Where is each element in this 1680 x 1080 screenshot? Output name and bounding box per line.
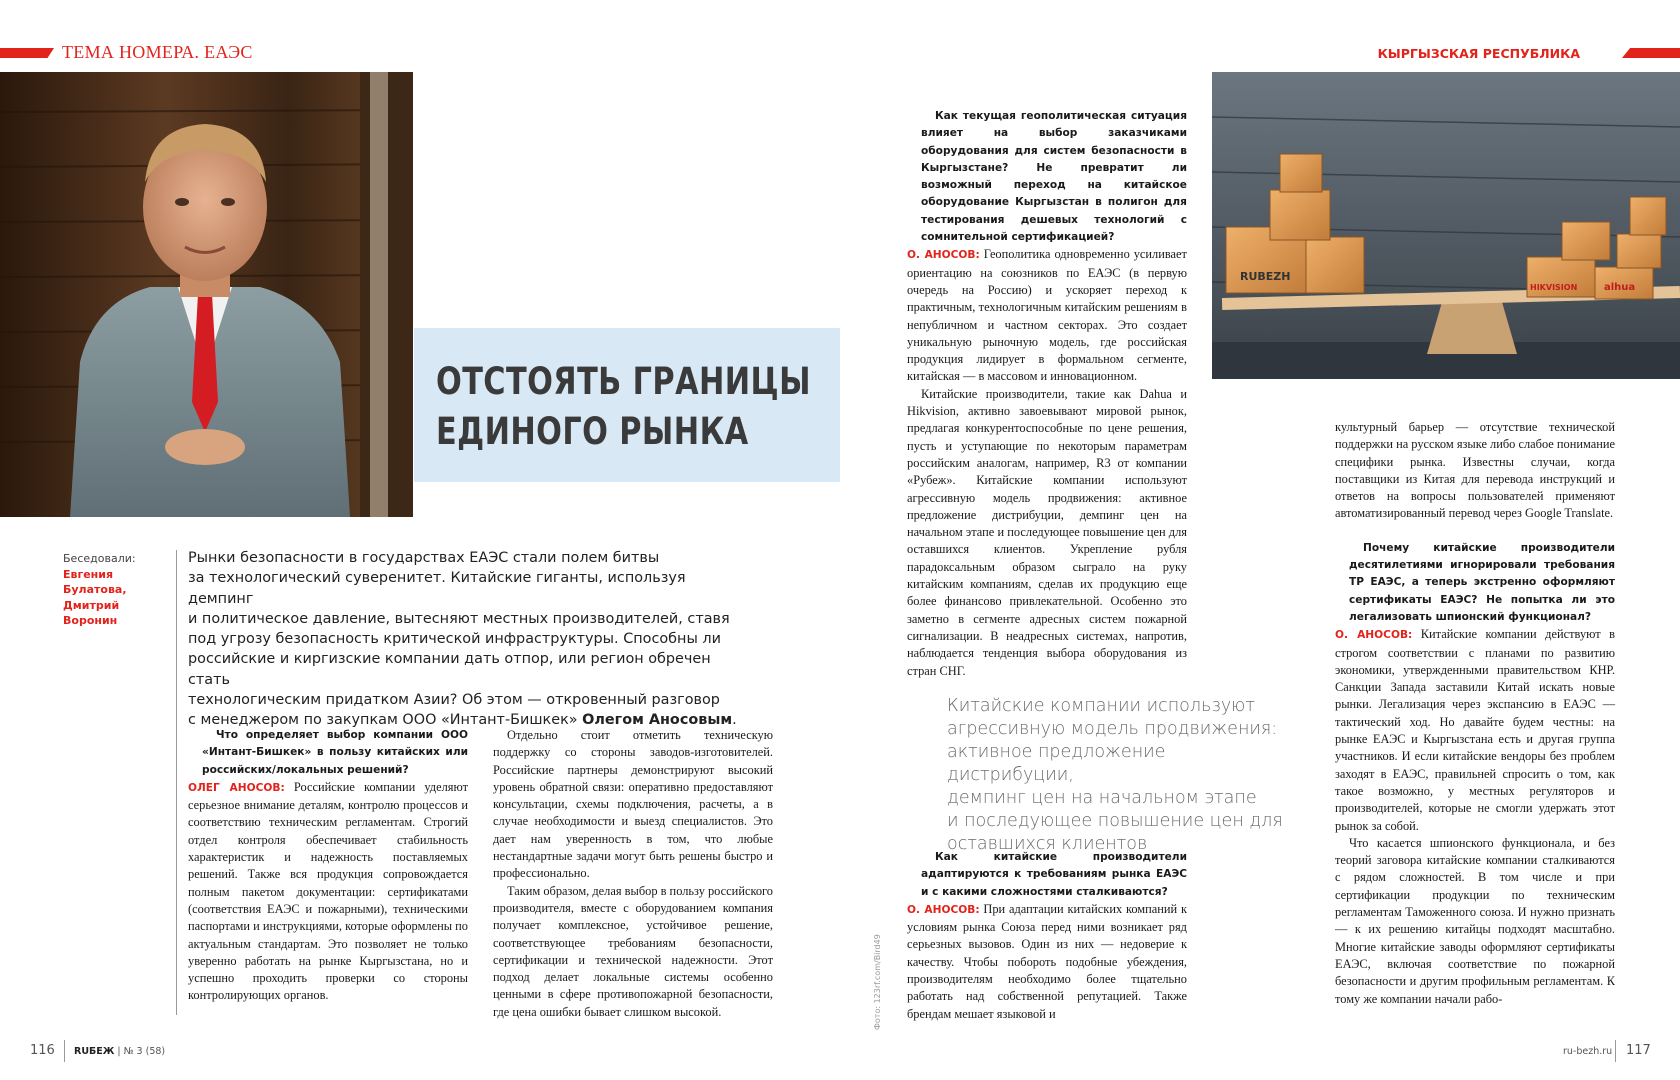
scales-illustration [1212,72,1680,379]
section-title-right: КЫРГЫЗСКАЯ РЕСПУБЛИКА [1377,46,1580,61]
pull-quote-line: активное предложение дистрибуции, [947,742,1166,785]
section-title-left: ТЕМА НОМЕРА. ЕАЭС [62,42,253,62]
speaker-label: О. АНОСОВ: [907,249,980,262]
answer-4 [1335,626,1615,835]
portrait-illustration [0,72,413,517]
paragraph: культурный барьер — отсутствие технической поддержки на русском языке либо слабое понимание специфики рынка. Известны случаи, когда поставщики из Китая для перевода инструкций и ответов на вопросы пользователей применяют автоматизированный перевод через Google Translate. [1335,420,1615,521]
headline [436,357,811,457]
answer-2 [907,246,1187,385]
pull-quote-line: Китайские компании используют [947,696,1256,716]
section-bar-right [1622,48,1680,58]
section-bar-left [0,48,54,58]
footer-site: ru-bezh.ru [1563,1046,1613,1057]
paragraph: Что касается шпионского функционала, и без теорий заговора китайские компании сталкиваются с рядом сложностей. В том числе и при сертификации продукции по техническим регламентам Таможенного союза. И нужно признать — к их решению китайцы подходят масштабно. Многие китайские заводы оформляют сертификаты ЕАЭС, включая соответствие по пожарной безопасности и другим профильным регламентам. К тому же компании начали рабо- [1335,835,1615,1006]
interviewer-name: Воронин [63,614,118,627]
answer-3 [907,901,1187,1023]
footer-divider-left [64,1040,65,1062]
pull-quote [947,695,1287,856]
interviewers [63,551,136,629]
answer-3-text: При адаптации китайских компаний к условиям рынка Союза перед ними возникает ряд серьезных вызовов. Один из них — недоверие к качеству. Чтобы побороть подобные убеждения, производителям необходимо более тщательно работать над собственной репутацией. Также брендам мешает языковой и [907,901,1187,1021]
lead-line: Рынки безопасности в государствах ЕАЭС стали полем битвы [188,550,660,566]
interviewer-name: Дмитрий [63,598,120,612]
pull-quote-line: агрессивную модель продвижения: [947,719,1278,739]
lead-line-suffix: . [732,712,737,729]
page-number-left: 116 [30,1043,55,1058]
column-4 [1335,419,1615,1008]
question-4: Почему китайские производители десятилетиями игнорировали требования ТР ЕАЭС, а теперь экстренно оформляют сертификаты ЕАЭС? Не попытка ли это легализовать шпионский функционал? [1349,541,1615,623]
speaker-label: ОЛЕГ АНОСОВ: [188,781,285,794]
answer-1-text: Российские компании уделяют серьезное внимание деталям, контролю процессов и соответствию техническим регламентам. Строгий отдел контроля обеспечивает стабильность характеристик и надежность поставляемых решений. Также вся продукция сопровождается полным пакетом документации: сертификатами (соответствия ЕАЭС и пожарными), техническими паспортами и инструкциями, которые оформлены по актуальным стандартам. Это позволяет не только уверенно работать на рынке Кыргызстана, но и успешно проходить проверки со стороны контролирующих органов. [188,779,468,1003]
box-label-right-2: alhua [1604,282,1636,293]
answer-4-text: Китайские компании действуют в строгом соответствии с планами по развитию экономики, утвержденными правительством КНР. Санкции Запада заставили Китай искать новые рынки. Легализация через экспансию в ЕАЭС — тактический ход. Но давайте будем честны: на рынке ЕАЭС и Кыргызстана есть и другая группа участников. И если китайские вендоры без проблем заходят в ЕАЭС, правильней спросить о том, как такое возможно, у местных регуляторов и производителей, которые не смогли удержать этот рынок за собой. [1335,627,1615,833]
interviewer-name: Булатова, [63,583,127,596]
question-2: Как текущая геополитическая ситуация влияет на выбор заказчиками оборудования для систем безопасности в Кыргызстане? Не превратит ли возможный переход на китайское оборудование Кыргызстан в полигон для тестирования дешевых технологий с сомнительной сертификацией? [921,110,1187,244]
photo-credit: Фото: 123rf.com/Bird49 [873,934,882,1030]
headline-line-2: ЕДИНОГО РЫНКА [436,410,749,453]
pull-quote-line: и последующее повышение цен для [947,811,1283,831]
pull-quote-line: оставшихся клиентов [947,834,1148,854]
portrait-photo [0,72,413,517]
lead-line: и политическое давление, вытесняют местных производителей, ставя [188,610,730,627]
magazine-name: RUБЕЖ [74,1046,115,1057]
question-3: Как китайские производители адаптируются к требованиям рынка ЕАЭС и с какими сложностями сталкиваются? [921,851,1187,898]
lead-line-prefix: с менеджером по закупкам ООО «Интант-Бишкек» [188,712,583,729]
lead-interviewee: Олегом Аносовым [582,712,733,729]
column-2 [493,727,773,1021]
lead-line: под угрозу безопасность критической инфраструктуры. Способны ли [188,631,721,648]
column-1 [188,727,468,1005]
paragraph: Китайские производители, такие как Dahua и Hikvision, активно завоевывают мировой рынок, предлагая конкурентоспособные по цене решения, пусть и уступающие по некоторым параметрам российским аналогам, например, R3 от компании «Рубеж». Китайские компании используют агрессивную модель продвижения: активное предложение дистрибуции, демпинг цен на начальном этапе и последующее повышение цен для оставшихся клиентов. Укрепление рубля парадоксальным образом сыграло на руку китайским компаниям, сделав их продукцию еще более финансово привлекательной. Особенно это заметно в сегменте адресных систем пожарной сигнализации. В неадресных системах, напротив, наблюдается тенденция выбора оборудования из стран СНГ. [907,386,1187,678]
column-3-bottom [907,849,1187,1023]
paragraph: Таким образом, делая выбор в пользу российского производителя, вместе с оборудованием компания получает комплексное, устойчивое решение, соответствующее требованиям безопасности, сертификации и технической надежности. Этот подход делает локальные системы особенно ценными в сфере противопожарной безопасности, где цена ошибки бывает слишком высокой. [493,883,773,1019]
page-number-right: 117 [1626,1043,1651,1058]
lead-line: технологическим придатком Азии? Об этом — откровенный разговор [188,692,720,709]
box-label-left: RUBEZH [1240,270,1291,283]
column-3 [907,108,1187,680]
answer-2-text: Геополитика одновременно усиливает ориентацию на союзников по ЕАЭС (в первую очередь на Россию) и ускоряет переход к практичным, технологичным китайским решениям в непубличном и частном секторах. Это создает уникальную рыночную модель, где российская продукция лидирует в формальном сегменте, китайская — в массовом и инновационном. [907,247,1187,384]
speaker-label: О. АНОСОВ: [1335,629,1413,642]
interviewers-label: Беседовали: [63,552,136,565]
footer-magazine [74,1046,165,1057]
lead-divider [176,550,177,1015]
paragraph: Отдельно стоит отметить техническую поддержку со стороны заводов-изготовителей. Российские партнеры демонстрируют высокий уровень обратной связи: оперативно предоставляют консультации, схемы подключения, расчеты, а в случае необходимости и выезд специалистов. Это дает нам уверенность в том, что любые нестандартные задачи могут быть решены быстро и профессионально. [493,728,773,881]
issue-number: | № 3 (58) [117,1046,166,1057]
interviewer-name: Евгения [63,567,114,581]
lead-line: российские и киргизские компании дать отпор, или регион обречен стать [188,651,711,688]
lead-paragraph [188,548,748,731]
scales-photo [1212,72,1680,379]
headline-line-1: ОТСТОЯТЬ ГРАНИЦЫ [436,360,811,403]
box-label-right-1: HIKVISION [1530,283,1578,292]
answer-1 [188,779,468,1005]
pull-quote-line: демпинг цен на начальном этапе [947,788,1257,808]
lead-line: за технологический суверенитет. Китайские гиганты, используя демпинг [188,570,686,607]
speaker-label: О. АНОСОВ: [907,903,980,916]
footer-divider-right [1615,1040,1616,1062]
question-1: Что определяет выбор компании ООО «Интант-Бишкек» в пользу китайских или российских/локальных решений? [202,729,468,776]
